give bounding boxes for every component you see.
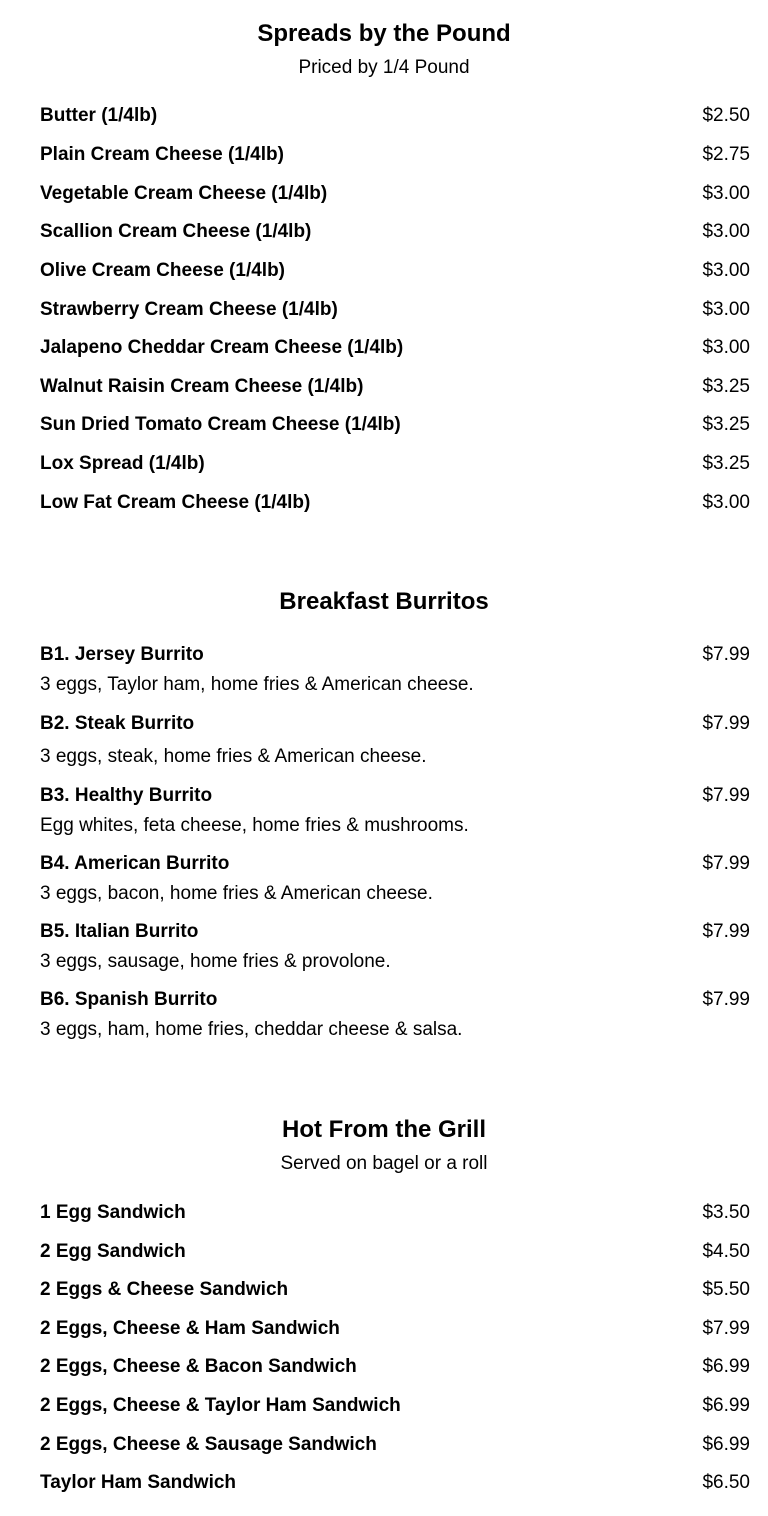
item-price: $3.25 xyxy=(702,453,750,474)
item-name: Plain Cream Cheese (1/4lb) xyxy=(40,144,284,165)
menu-item-row xyxy=(40,1394,750,1418)
item-price: $3.25 xyxy=(702,376,750,397)
grill-subtitle: Served on bagel or a roll xyxy=(280,1153,488,1174)
item-name: B2. Steak Burrito xyxy=(40,713,195,734)
item-description: 3 eggs, ham, home fries, cheddar cheese & salsa. xyxy=(40,1019,463,1040)
item-price: $3.00 xyxy=(702,221,750,242)
menu-item-row xyxy=(40,1317,750,1341)
menu-item-row xyxy=(40,1240,750,1264)
item-price: $7.99 xyxy=(702,713,750,734)
menu-item-row xyxy=(40,491,750,515)
item-price: $6.99 xyxy=(702,1434,750,1455)
menu-item-row xyxy=(40,712,750,768)
item-name: Strawberry Cream Cheese (1/4lb) xyxy=(40,299,338,320)
item-description: 3 eggs, bacon, home fries & American cheese. xyxy=(40,883,433,904)
menu-item-row xyxy=(40,988,750,1044)
grill-title: Hot From the Grill xyxy=(282,1116,486,1143)
spreads-subtitle: Priced by 1/4 Pound xyxy=(298,57,470,78)
item-name: Jalapeno Cheddar Cream Cheese (1/4lb) xyxy=(40,337,404,358)
item-name: Walnut Raisin Cream Cheese (1/4lb) xyxy=(40,376,364,397)
item-name: Butter (1/4lb) xyxy=(40,105,158,126)
item-price: $6.50 xyxy=(702,1472,750,1493)
menu-item-row xyxy=(40,104,750,128)
item-price: $3.00 xyxy=(702,492,750,513)
item-name: B5. Italian Burrito xyxy=(40,921,199,942)
item-name: 2 Eggs, Cheese & Sausage Sandwich xyxy=(40,1434,377,1455)
item-name: B6. Spanish Burrito xyxy=(40,989,218,1010)
item-price: $3.00 xyxy=(702,337,750,358)
menu-item-row xyxy=(40,259,750,283)
item-name: Vegetable Cream Cheese (1/4lb) xyxy=(40,183,328,204)
item-name: B4. American Burrito xyxy=(40,853,230,874)
menu-item-row xyxy=(40,920,750,976)
item-price: $7.99 xyxy=(702,1318,750,1339)
item-price: $4.50 xyxy=(702,1241,750,1262)
item-description: 3 eggs, sausage, home fries & provolone. xyxy=(40,951,391,972)
menu-item-row xyxy=(40,1355,750,1379)
item-price: $6.99 xyxy=(702,1356,750,1377)
menu-item-row xyxy=(40,298,750,322)
item-name: Low Fat Cream Cheese (1/4lb) xyxy=(40,492,311,513)
item-price: $7.99 xyxy=(702,921,750,942)
item-price: $7.99 xyxy=(702,644,750,665)
item-price: $3.00 xyxy=(702,299,750,320)
burritos-title: Breakfast Burritos xyxy=(279,588,489,615)
item-price: $7.99 xyxy=(702,785,750,806)
menu-item-row xyxy=(40,1278,750,1302)
item-name: Scallion Cream Cheese (1/4lb) xyxy=(40,221,312,242)
menu-item-row xyxy=(40,852,750,908)
item-name: 2 Eggs, Cheese & Bacon Sandwich xyxy=(40,1356,357,1377)
item-name: B3. Healthy Burrito xyxy=(40,785,213,806)
item-price: $2.50 xyxy=(702,105,750,126)
item-description: 3 eggs, Taylor ham, home fries & American cheese. xyxy=(40,674,474,695)
item-price: $7.99 xyxy=(702,989,750,1010)
item-price: $5.50 xyxy=(702,1279,750,1300)
item-price: $6.99 xyxy=(702,1395,750,1416)
menu-item-row xyxy=(40,1471,750,1495)
menu-item-row xyxy=(40,336,750,360)
menu-item-row xyxy=(40,143,750,167)
item-name: 2 Eggs, Cheese & Taylor Ham Sandwich xyxy=(40,1395,401,1416)
item-name: Lox Spread (1/4lb) xyxy=(40,453,205,474)
item-price: $3.00 xyxy=(702,183,750,204)
menu-item-row xyxy=(40,784,750,840)
item-name: B1. Jersey Burrito xyxy=(40,644,204,665)
menu-item-row xyxy=(40,220,750,244)
menu-item-row xyxy=(40,375,750,399)
item-name: 1 Egg Sandwich xyxy=(40,1202,186,1223)
menu-item-row xyxy=(40,452,750,476)
item-price: $7.99 xyxy=(702,853,750,874)
menu-item-row xyxy=(40,182,750,206)
item-name: 2 Egg Sandwich xyxy=(40,1241,186,1262)
item-price: $3.25 xyxy=(702,414,750,435)
menu-item-row xyxy=(40,1433,750,1457)
menu-item-row xyxy=(40,1201,750,1225)
menu-item-row xyxy=(40,643,750,699)
spreads-title: Spreads by the Pound xyxy=(257,20,511,47)
item-name: 2 Eggs, Cheese & Ham Sandwich xyxy=(40,1318,340,1339)
item-price: $3.00 xyxy=(702,260,750,281)
item-name: Sun Dried Tomato Cream Cheese (1/4lb) xyxy=(40,414,401,435)
menu-item-row xyxy=(40,413,750,437)
item-name: Olive Cream Cheese (1/4lb) xyxy=(40,260,285,281)
item-description: 3 eggs, steak, home fries & American cheese. xyxy=(40,746,427,767)
item-price: $2.75 xyxy=(702,144,750,165)
item-price: $3.50 xyxy=(702,1202,750,1223)
item-name: Taylor Ham Sandwich xyxy=(40,1472,237,1493)
item-name: 2 Eggs & Cheese Sandwich xyxy=(40,1279,289,1300)
item-description: Egg whites, feta cheese, home fries & mushrooms. xyxy=(40,815,469,836)
